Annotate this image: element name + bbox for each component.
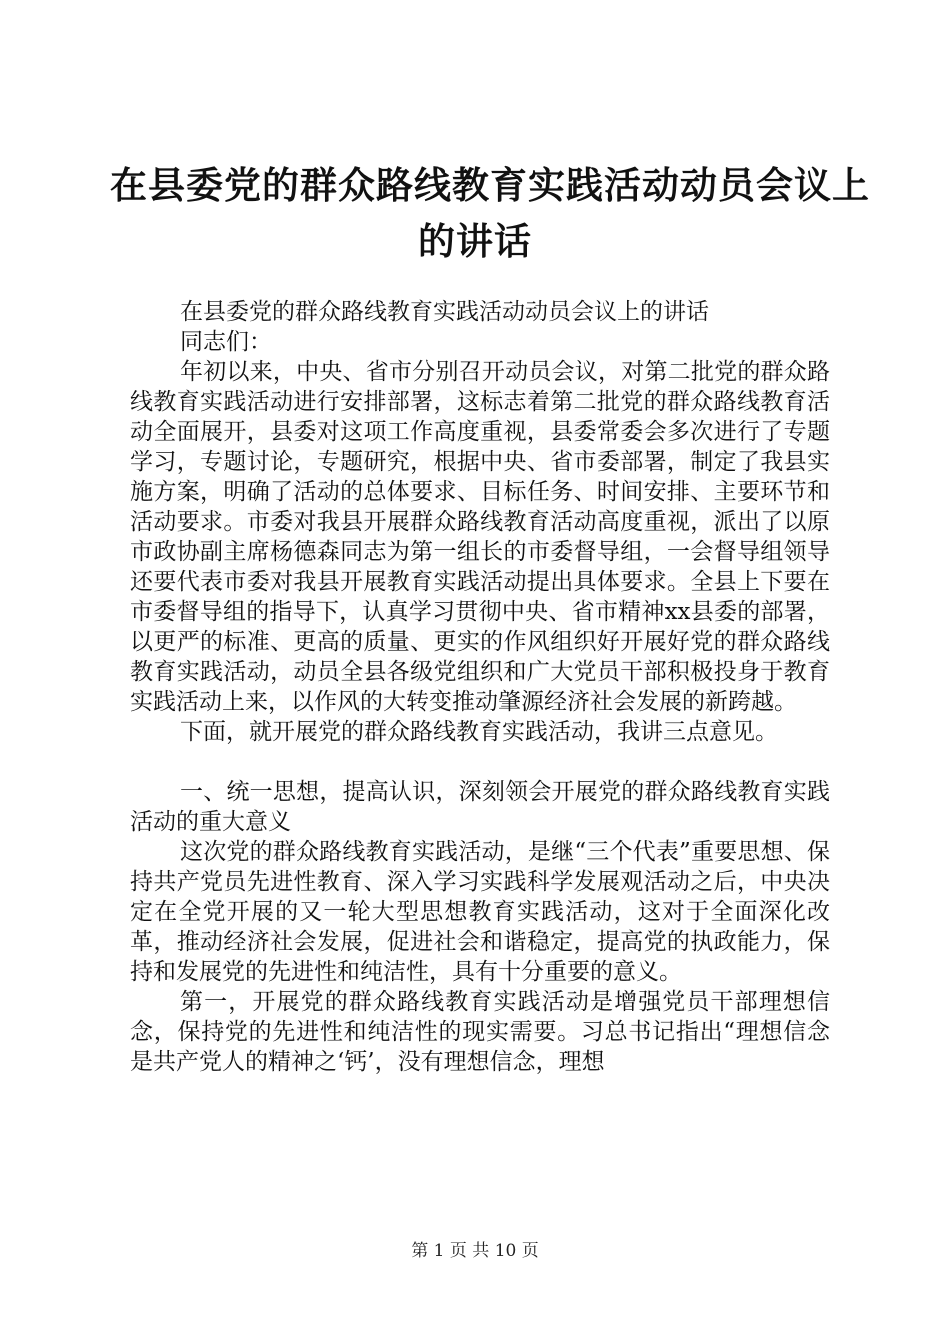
document-title [110,158,870,270]
section-heading-1: 一、统一思想，提高认识，深刻领会开展党的群众路线教育实践活动的重大意义 [130,779,830,835]
body-paragraph-significance: 这次党的群众路线教育实践活动，是继“三个代表”重要思想、保持共产党员先进性教育、深入学习实践科学发展观活动之后，中央决定在全党开展的又一轮大型思想教育实践活动，这对于全面深化改革，推动经济社会发展，促进社会和谐稳定，提高党的执政能力，保持和发展党的先进性和纯洁性，具有十分重要的意义。 [130,839,830,985]
subtitle-paragraph: 在县委党的群众路线教育实践活动动员会议上的讲话 [180,299,709,325]
body-paragraph-outline: 下面，就开展党的群众路线教育实践活动，我讲三点意见。 [180,719,778,745]
salutation: 同志们： [180,329,272,355]
body-paragraph-intro: 年初以来，中央、省市分别召开动员会议，对第二批党的群众路线教育实践活动进行安排部署，这标志着第二批党的群众路线教育活动全面展开，县委对这项工作高度重视，县委常委会多次进行了专题学习，专题讨论，专题研究，根据中央、省市委部署，制定了我县实施方案，明确了活动的总体要求、目标任务、时间安排、主要环节和活动要求。市委对我县开展群众路线教育活动高度重视，派出了以原市政协副主席杨德森同志为第一组长的市委督导组，一会督导组领导还要代表市委对我县开展教育实践活动提出具体要求。全县上下要在市委督导组的指导下，认真学习贯彻中央、省市精神xx县委的部署，以更严的标准、更高的质量、更实的作风组织好开展好党的群众路线教育实践活动，动员全县各级党组织和广大党员干部积极投身于教育实践活动上来，以作风的大转变推动肇源经济社会发展的新跨越。 [130,359,830,715]
body-paragraph-first-point: 第一，开展党的群众路线教育实践活动是增强党员干部理想信念，保持党的先进性和纯洁性的现实需要。习总书记指出“理想信念是共产党人的精神之‘钙’，没有理想信念，理想 [130,989,830,1075]
document-body [130,297,830,1077]
page-footer: 第 1 页 共 10 页 [411,1241,539,1261]
title-line-1: 在县委党的群众路线教育实践活动动员会议上 [110,164,870,207]
paragraph-spacer [130,747,830,777]
title-line-2: 的讲话 [418,220,532,263]
